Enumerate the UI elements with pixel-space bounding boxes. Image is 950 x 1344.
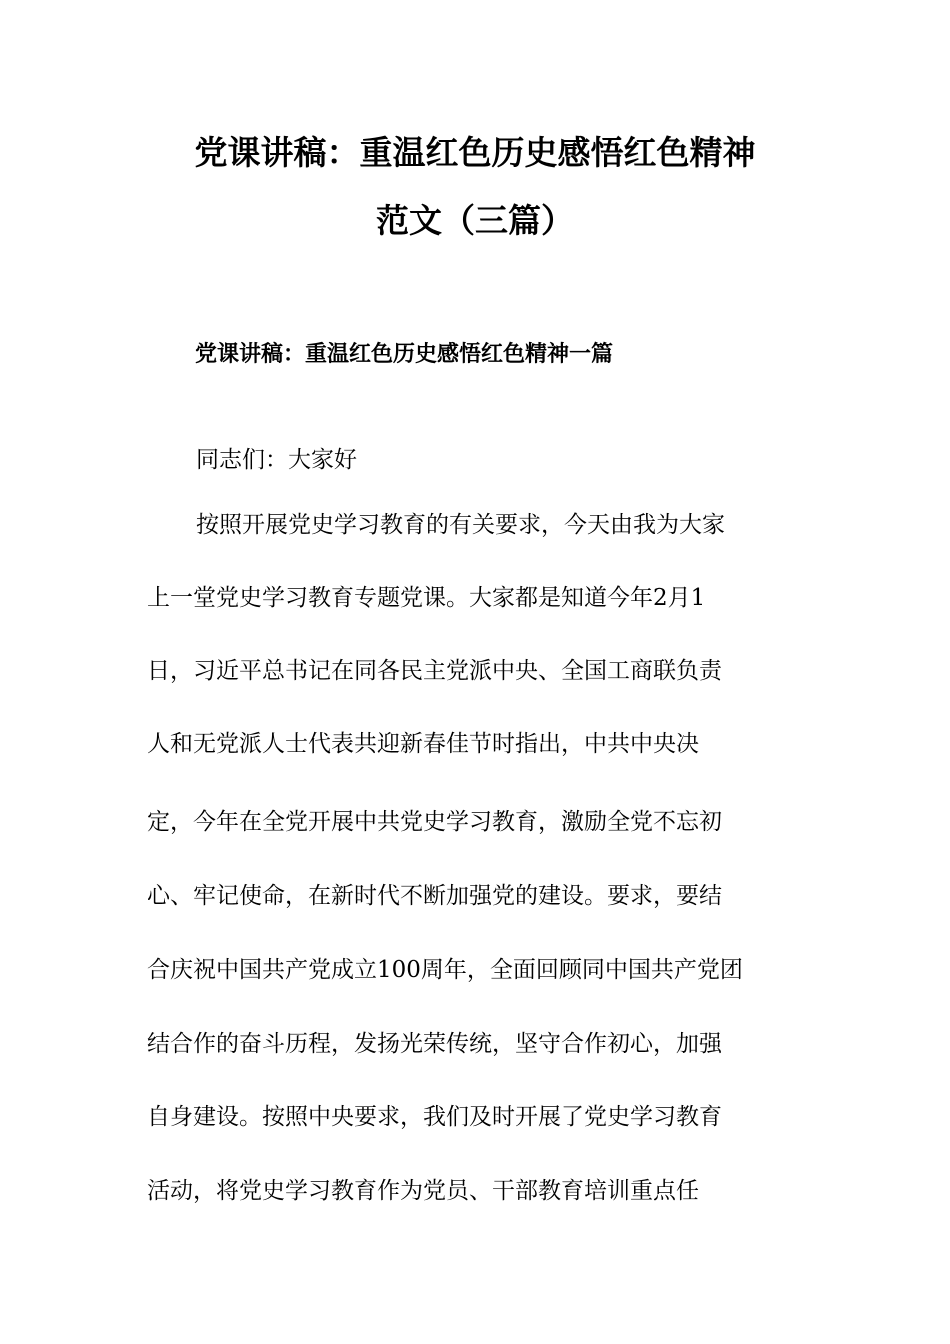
body-line: 活动，将党史学习教育作为党员、干部教育培训重点任 [147,1178,699,1204]
greeting-line: 同志们：大家好 [196,447,357,473]
body-line: 心、牢记使命，在新时代不断加强党的建设。要求，要结 [147,883,722,909]
body-line: 自身建设。按照中央要求，我们及时开展了党史学习教育 [147,1104,722,1130]
body-line: 结合作的奋斗历程，发扬光荣传统，坚守合作初心，加强 [147,1031,722,1057]
document-title-line-2: 范文（三篇） [376,201,574,240]
body-line: 定，今年在全党开展中共党史学习教育，激励全党不忘初 [147,809,722,835]
body-line: 上一堂党史学习教育专题党课。大家都是知道今年2月1 [147,585,706,611]
document-title-line-1: 党课讲稿：重温红色历史感悟红色精神 [194,133,756,172]
section-heading: 党课讲稿：重温红色历史感悟红色精神一篇 [195,342,614,367]
body-line: 人和无党派人士代表共迎新春佳节时指出，中共中央决 [147,731,699,757]
body-line: 按照开展党史学习教育的有关要求，今天由我为大家 [196,512,725,538]
body-line: 日，习近平总书记在同各民主党派中央、全国工商联负责 [147,658,722,684]
body-line: 合庆祝中国共产党成立100周年，全面回顾同中国共产党团 [147,957,743,983]
